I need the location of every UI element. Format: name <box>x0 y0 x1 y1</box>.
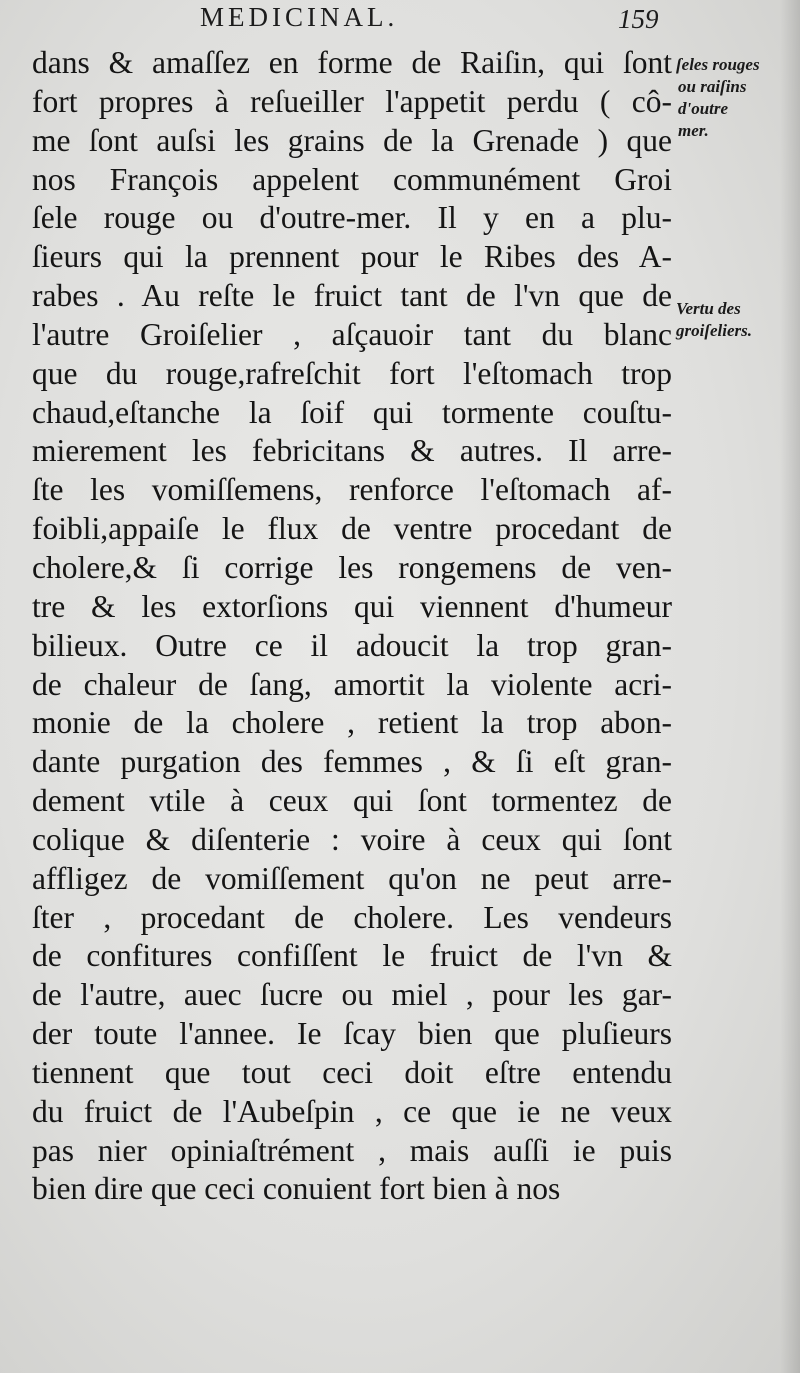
text-line: ſter , procedant de cholere. Les vendeurs <box>32 899 672 935</box>
text-line: du fruict de l'Aubeſpin , ce que ie ne veux <box>32 1093 672 1129</box>
text-line: dante purgation des femmes , & ſi eſt gran- <box>32 744 672 780</box>
text-line: de l'autre, auec ſucre ou miel , pour les gar- <box>32 977 672 1013</box>
text-line: ſieurs qui la prennent pour le Ribes des A- <box>32 239 672 275</box>
text-line: affligez de vomiſſement qu'on ne peut arre- <box>32 860 672 896</box>
margin-note-virtues <box>676 298 752 342</box>
text-line: de chaleur de ſang, amortit la violente acri- <box>32 666 672 702</box>
text-line: fort propres à reſueiller l'appetit perdu ( cô- <box>32 83 672 119</box>
text-line: pas nier opiniaſtrément , mais auſſi ie puis <box>32 1132 672 1168</box>
body-text <box>32 44 672 1209</box>
margin-note-line: groiſeliers. <box>676 321 753 340</box>
text-line: monie de la cholere , retient la trop abon- <box>32 705 672 741</box>
text-line: ſte les vomiſſemens, renforce l'eſtomach af- <box>32 472 672 508</box>
text-line: que du rouge,rafreſchit fort l'eſtomach trop <box>32 355 672 391</box>
margin-note-line: ou raiſins <box>678 77 747 96</box>
margin-note-line: ſeles rouges <box>676 55 760 74</box>
text-line: mierement les febricitans & autres. Il arre- <box>32 433 672 469</box>
margin-note-red-currants <box>676 54 760 142</box>
text-line: der toute l'annee. Ie ſcay bien que pluſieurs <box>32 1016 672 1052</box>
text-line: cholere,& ſi corrige les rongemens de ven- <box>32 549 672 585</box>
text-line: tiennent que tout ceci doit eſtre entendu <box>32 1054 672 1090</box>
text-line: me ſont auſsi les grains de la Grenade ) que <box>32 122 672 158</box>
text-line: l'autre Groiſelier , aſçauoir tant du blanc <box>32 316 672 352</box>
text-line: colique & diſenterie : voire à ceux qui ſont <box>32 821 672 857</box>
text-line: tre & les extorſions qui viennent d'humeur <box>32 588 672 624</box>
text-line: rabes . Au reſte le fruict tant de l'vn que de <box>32 278 672 314</box>
text-line: bien dire que ceci conuient fort bien à nos <box>32 1171 561 1207</box>
page-edge-shadow <box>780 0 800 1373</box>
text-line: dans & amaſſez en forme de Raiſin, qui ſont <box>32 45 672 80</box>
text-line: chaud,eſtanche la ſoif qui tormente couſtu- <box>32 394 672 430</box>
margin-note-line: mer. <box>678 121 709 140</box>
text-line: nos François appelent communément Groi <box>32 161 672 197</box>
margin-note-line: d'outre <box>678 99 729 118</box>
text-line: dement vtile à ceux qui ſont tormentez de <box>32 783 672 819</box>
margin-note-line: Vertu des <box>676 299 741 318</box>
text-line: de confitures confiſſent le fruict de l'vn & <box>32 938 672 974</box>
running-head: MEDICINAL. <box>200 2 399 32</box>
page-number: 159 <box>618 4 659 34</box>
text-line: bilieux. Outre ce il adoucit la trop gran- <box>32 627 672 663</box>
text-line: ſele rouge ou d'outre-mer. Il y en a plu- <box>32 200 672 236</box>
text-line: foibli,appaiſe le flux de ventre procedant de <box>32 511 672 547</box>
